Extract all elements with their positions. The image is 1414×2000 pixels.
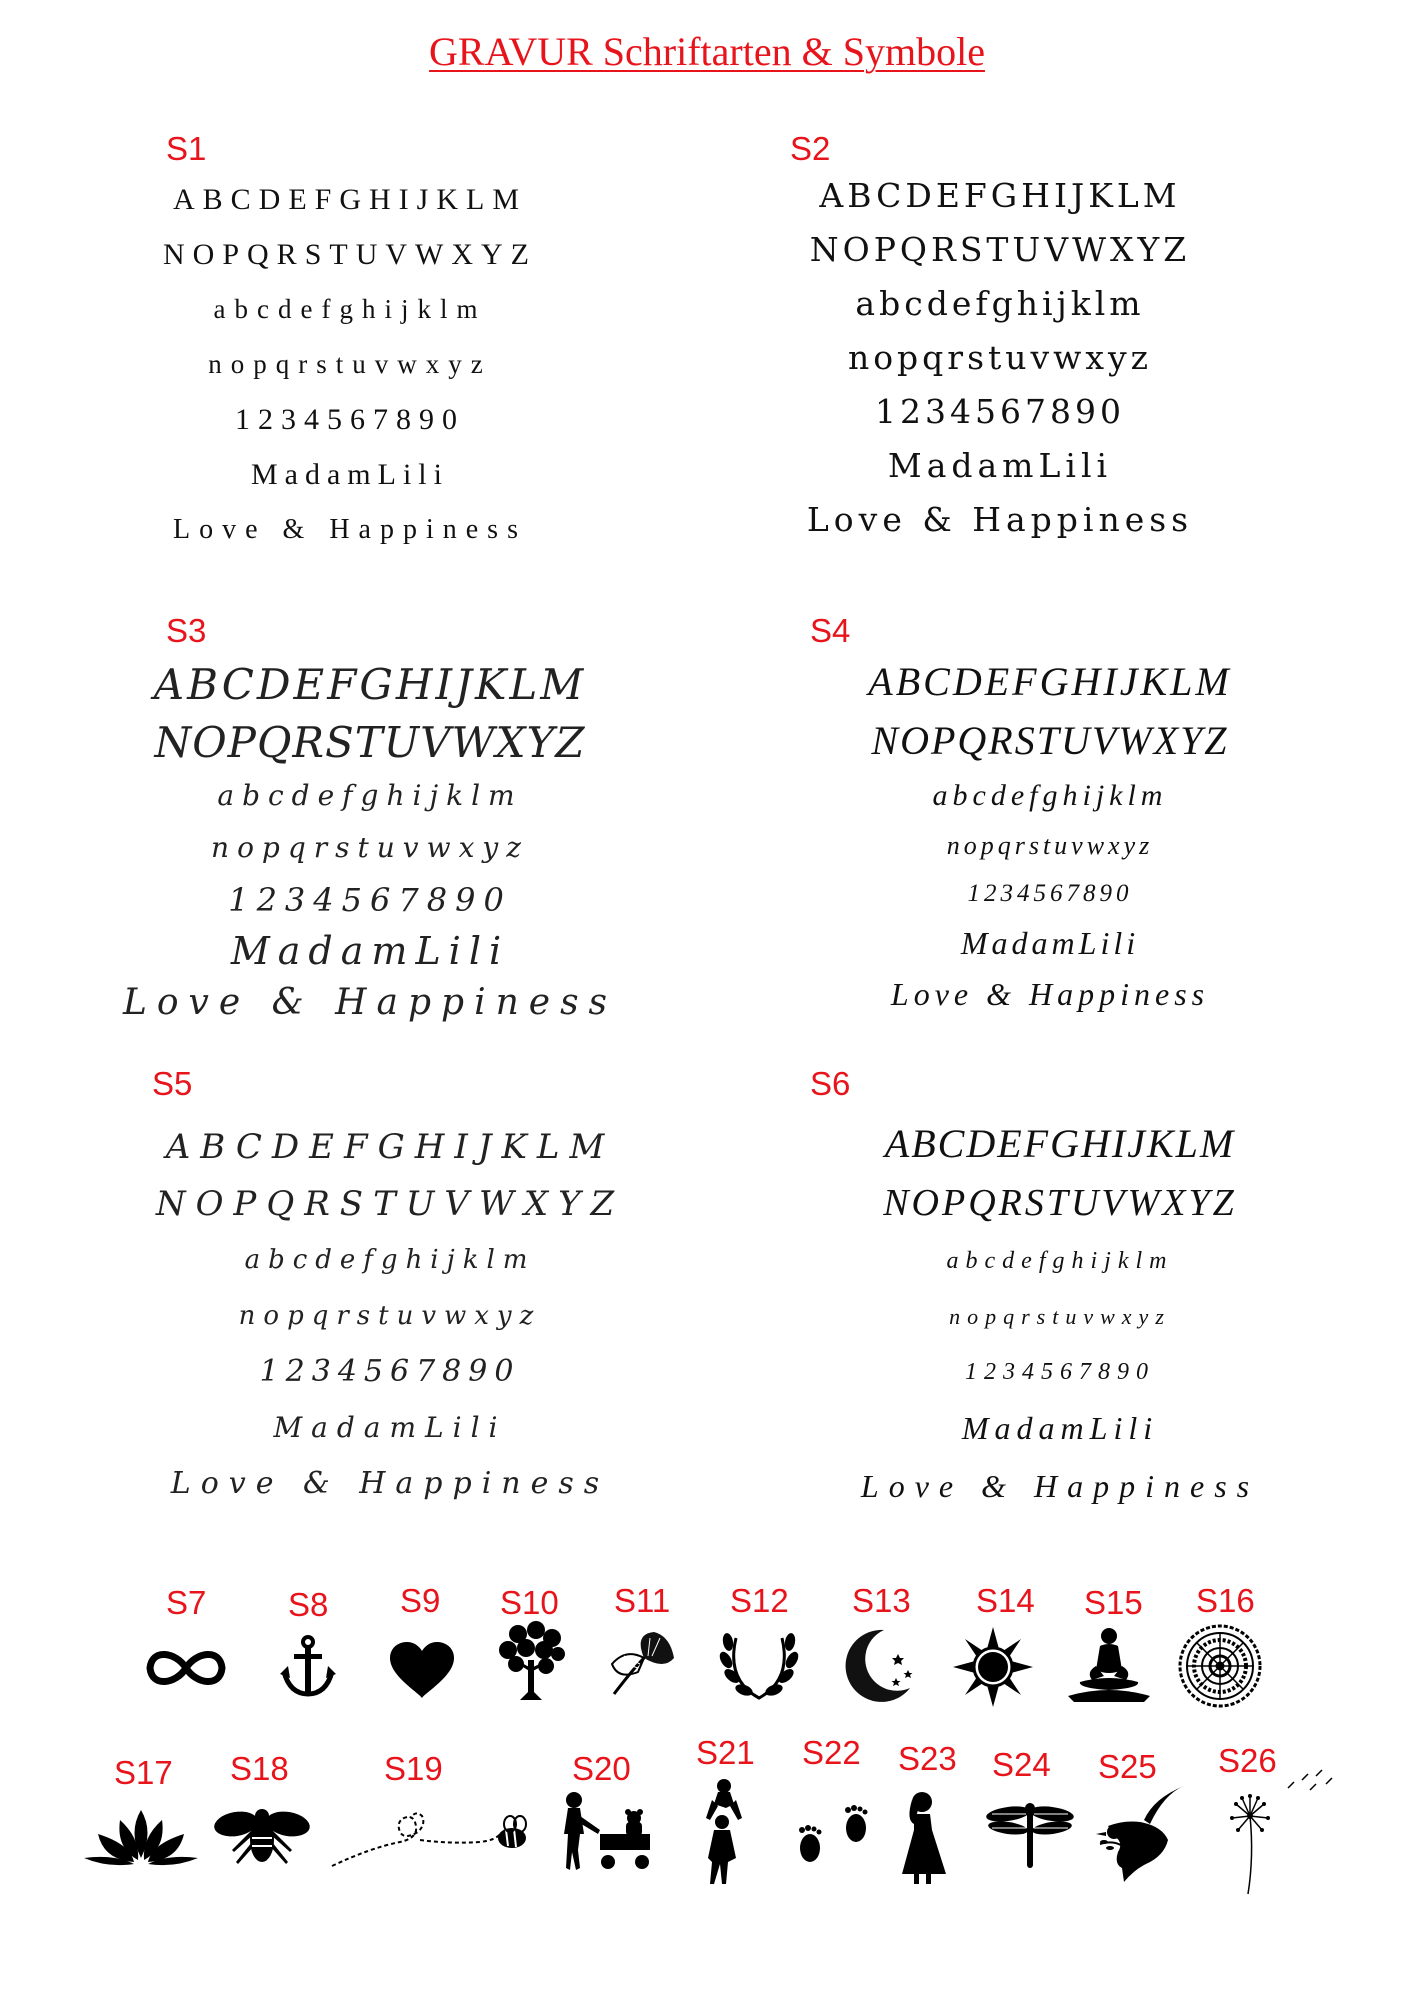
sample-name: MadamLili [273, 1411, 507, 1444]
sample-phrase: Love & Happiness [860, 1468, 1260, 1504]
sun-icon [952, 1626, 1034, 1708]
sample-lowercase-1: abcdefghijklm [217, 779, 523, 812]
symbol-code-s26: S26 [1218, 1742, 1277, 1779]
laurel-wreath-icon [716, 1630, 802, 1704]
mandala-icon [1178, 1624, 1262, 1708]
sample-uppercase-1: ABCDEFGHIJKLM [165, 1127, 615, 1167]
sample-lowercase-1: abcdefghijklm [855, 284, 1145, 323]
sample-phrase: Love & Happiness [170, 1466, 610, 1501]
dandelion-icon [1228, 1766, 1338, 1896]
sample-uppercase-2: NOPQRSTUVWXYZ [155, 1184, 625, 1224]
font-code-s6: S6 [810, 1065, 851, 1102]
baby-feet-icon [794, 1798, 876, 1868]
sample-lowercase-2: nopqrstuvwxyz [946, 831, 1154, 860]
heart-icon [388, 1640, 456, 1700]
dragonfly-icon [982, 1798, 1078, 1870]
symbol-code-s11: S11 [614, 1582, 671, 1619]
symbol-code-s19: S19 [384, 1750, 443, 1787]
sample-phrase: Love & Happiness [890, 976, 1210, 1012]
sample-uppercase-2: NOPQRSTUVWXYZ [163, 238, 537, 271]
sample-lowercase-1: abcdefghijklm [244, 1245, 536, 1275]
sample-lowercase-1: abcdefghijklm [932, 779, 1168, 812]
sample-phrase: Love & Happiness [806, 500, 1194, 539]
sample-lowercase-2: nopqrstuvwxyz [238, 1301, 542, 1331]
font-code-s3: S3 [166, 612, 207, 649]
sample-name: MadamLili [960, 925, 1140, 961]
sample-uppercase-2: NOPQRSTUVWXYZ [883, 1182, 1237, 1224]
child-wagon-icon [560, 1790, 660, 1874]
page-title: GRAVUR Schriftarten & Symbole [429, 29, 985, 74]
tree-icon [496, 1620, 566, 1702]
symbol-code-s23: S23 [898, 1740, 957, 1777]
symbol-code-s7: S7 [166, 1584, 207, 1621]
symbol-code-s16: S16 [1196, 1582, 1255, 1619]
symbol-code-s21: S21 [696, 1734, 755, 1771]
sample-uppercase-1: ABCDEFGHIJKLM [153, 660, 587, 709]
sample-uppercase-1: ABCDEFGHIJKLM [819, 176, 1181, 215]
symbol-code-s9: S9 [400, 1582, 441, 1619]
font-sample-s1 [40, 172, 660, 557]
sample-uppercase-2: NOPQRSTUVWXYZ [871, 718, 1229, 763]
sample-lowercase-1: abcdefghijklm [213, 294, 487, 324]
mother-child-icon [696, 1778, 752, 1886]
sample-uppercase-1: ABCDEFGHIJKLM [868, 659, 1232, 704]
girl-silhouette-icon [896, 1790, 952, 1886]
sample-name: MadamLili [887, 446, 1113, 485]
sample-uppercase-2: NOPQRSTUVWXYZ [809, 230, 1191, 269]
sample-digits: 1234567890 [259, 1354, 521, 1389]
sample-name: MadamLili [251, 458, 449, 491]
lotus-icon [84, 1808, 198, 1868]
sample-digits: 1234567890 [228, 881, 512, 919]
sample-digits: 1234567890 [965, 1359, 1155, 1385]
symbol-code-s20: S20 [572, 1750, 631, 1787]
sample-lowercase-2: nopqrstuvwxyz [208, 349, 492, 379]
sample-uppercase-1: ABCDEFGHIJKLM [884, 1121, 1236, 1166]
symbol-code-s22: S22 [802, 1734, 861, 1771]
font-sample-s6 [760, 1115, 1360, 1515]
sample-lowercase-1: abcdefghijklm [946, 1248, 1174, 1274]
sample-uppercase-2: NOPQRSTUVWXYZ [154, 718, 586, 767]
font-code-s1: S1 [166, 130, 207, 167]
font-sample-s3 [70, 655, 670, 1030]
sample-uppercase-1: ABCDEFGHIJKLM [172, 183, 528, 216]
sample-lowercase-2: nopqrstuvwxyz [211, 831, 529, 864]
symbol-code-s25: S25 [1098, 1748, 1157, 1785]
font-code-s2: S2 [790, 130, 831, 167]
sample-digits: 1234567890 [235, 403, 465, 436]
infinity-icon [140, 1640, 232, 1696]
sample-digits: 1234567890 [875, 392, 1125, 431]
sample-lowercase-2: nopqrstuvwxyz [847, 338, 1153, 377]
font-code-s5: S5 [152, 1065, 193, 1102]
sample-lowercase-2: nopqrstuvwxyz [949, 1304, 1171, 1329]
buddha-icon [1064, 1626, 1154, 1704]
symbol-code-s12: S12 [730, 1582, 789, 1619]
symbol-code-s14: S14 [976, 1582, 1035, 1619]
moon-stars-icon [844, 1626, 918, 1704]
sample-digits: 1234567890 [967, 880, 1133, 907]
sample-phrase: Love & Happiness [173, 514, 527, 545]
font-code-s4: S4 [810, 612, 851, 649]
font-sample-s4 [760, 652, 1340, 1020]
symbol-code-s10: S10 [500, 1584, 559, 1621]
dove-icon [1094, 1784, 1190, 1884]
symbol-code-s13: S13 [852, 1582, 911, 1619]
sample-name: MadamLili [961, 1410, 1159, 1446]
symbol-code-s15: S15 [1084, 1584, 1143, 1621]
font-sample-s5 [80, 1118, 700, 1512]
symbol-code-s18: S18 [230, 1750, 289, 1787]
symbol-code-s8: S8 [288, 1586, 329, 1623]
bee-icon [212, 1806, 312, 1870]
font-sample-s2 [690, 169, 1310, 547]
ginkgo-leaf-icon [604, 1628, 676, 1700]
sample-phrase: Love & Happiness [122, 982, 618, 1023]
sample-name: MadamLili [230, 929, 510, 973]
heart-trail-bee-icon [330, 1800, 530, 1870]
symbol-code-s17: S17 [114, 1754, 173, 1791]
symbol-code-s24: S24 [992, 1746, 1051, 1783]
anchor-icon [280, 1634, 336, 1700]
